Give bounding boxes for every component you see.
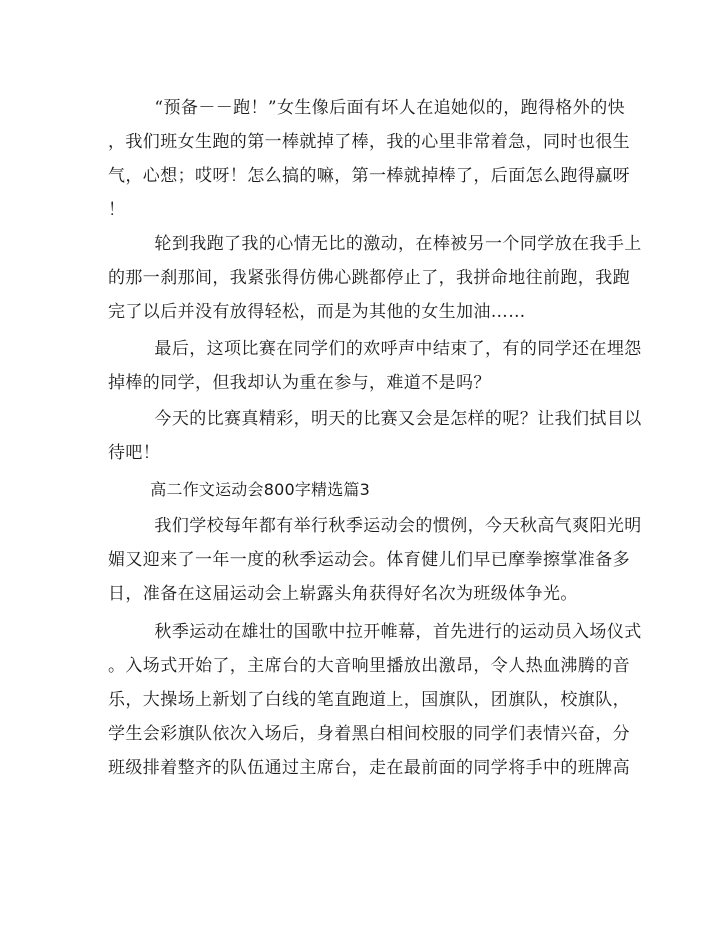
- paragraph-line: 秋季运动在雄壮的国歌中拉开帷幕，首先进行的运动员入场仪式: [108, 622, 642, 642]
- paragraph-line: 掉棒的同学，但我却认为重在参与，难道不是吗？: [108, 373, 491, 393]
- paragraph-line: 今天的比赛真精彩，明天的比赛又会是怎样的呢？让我们拭目以: [108, 409, 642, 429]
- paragraph-line: 媚又迎来了一年一度的秋季运动会。体育健儿们早已摩拳擦掌准备多: [108, 550, 630, 570]
- paragraph-line: 。入场式开始了，主席台的大音响里播放出激昂，令人热血沸腾的音: [108, 656, 630, 676]
- paragraph-line: 日，准备在这届运动会上崭露头角获得好名次为班级体争光。: [108, 584, 578, 604]
- paragraph-line: 学生会彩旗队依次入场后，身着黑白相间校服的同学们表情兴奋，分: [108, 724, 630, 744]
- paragraph-line: 的那一刹那间，我紧张得仿佛心跳都停止了，我拼命地往前跑，我跑: [108, 268, 630, 288]
- paragraph-line: 乐，大操场上新划了白线的笔直跑道上，国旗队，团旗队，校旗队，: [108, 690, 630, 710]
- paragraph-line: ，我们班女生跑的第一棒就掉了棒，我的心里非常着急，同时也很生: [108, 132, 630, 152]
- paragraph-line: 班级排着整齐的队伍通过主席台，走在最前面的同学将手中的班牌高: [108, 758, 630, 778]
- paragraph-line: 完了以后并没有放得轻松，而是为其他的女生加油……: [108, 302, 526, 322]
- section-heading: 高二作文运动会800字精选篇3: [108, 480, 371, 499]
- paragraph-line: 待吧！: [108, 443, 161, 463]
- paragraph-line: 气，心想；哎呀！怎么搞的嘛，第一棒就掉棒了，后面怎么跑得赢呀: [108, 166, 630, 186]
- paragraph-line: ！: [108, 200, 126, 220]
- paragraph-line: “预备－－跑！”女生像后面有坏人在追她似的，跑得格外的快: [108, 98, 626, 118]
- paragraph-line: 我们学校每年都有举行秋季运动会的惯例，今天秋高气爽阳光明: [108, 516, 642, 536]
- paragraph-line: 轮到我跑了我的心情无比的激动，在棒被另一个同学放在我手上: [108, 234, 642, 254]
- paragraph-line: 最后，这项比赛在同学们的欢呼声中结束了，有的同学还在埋怨: [108, 339, 642, 359]
